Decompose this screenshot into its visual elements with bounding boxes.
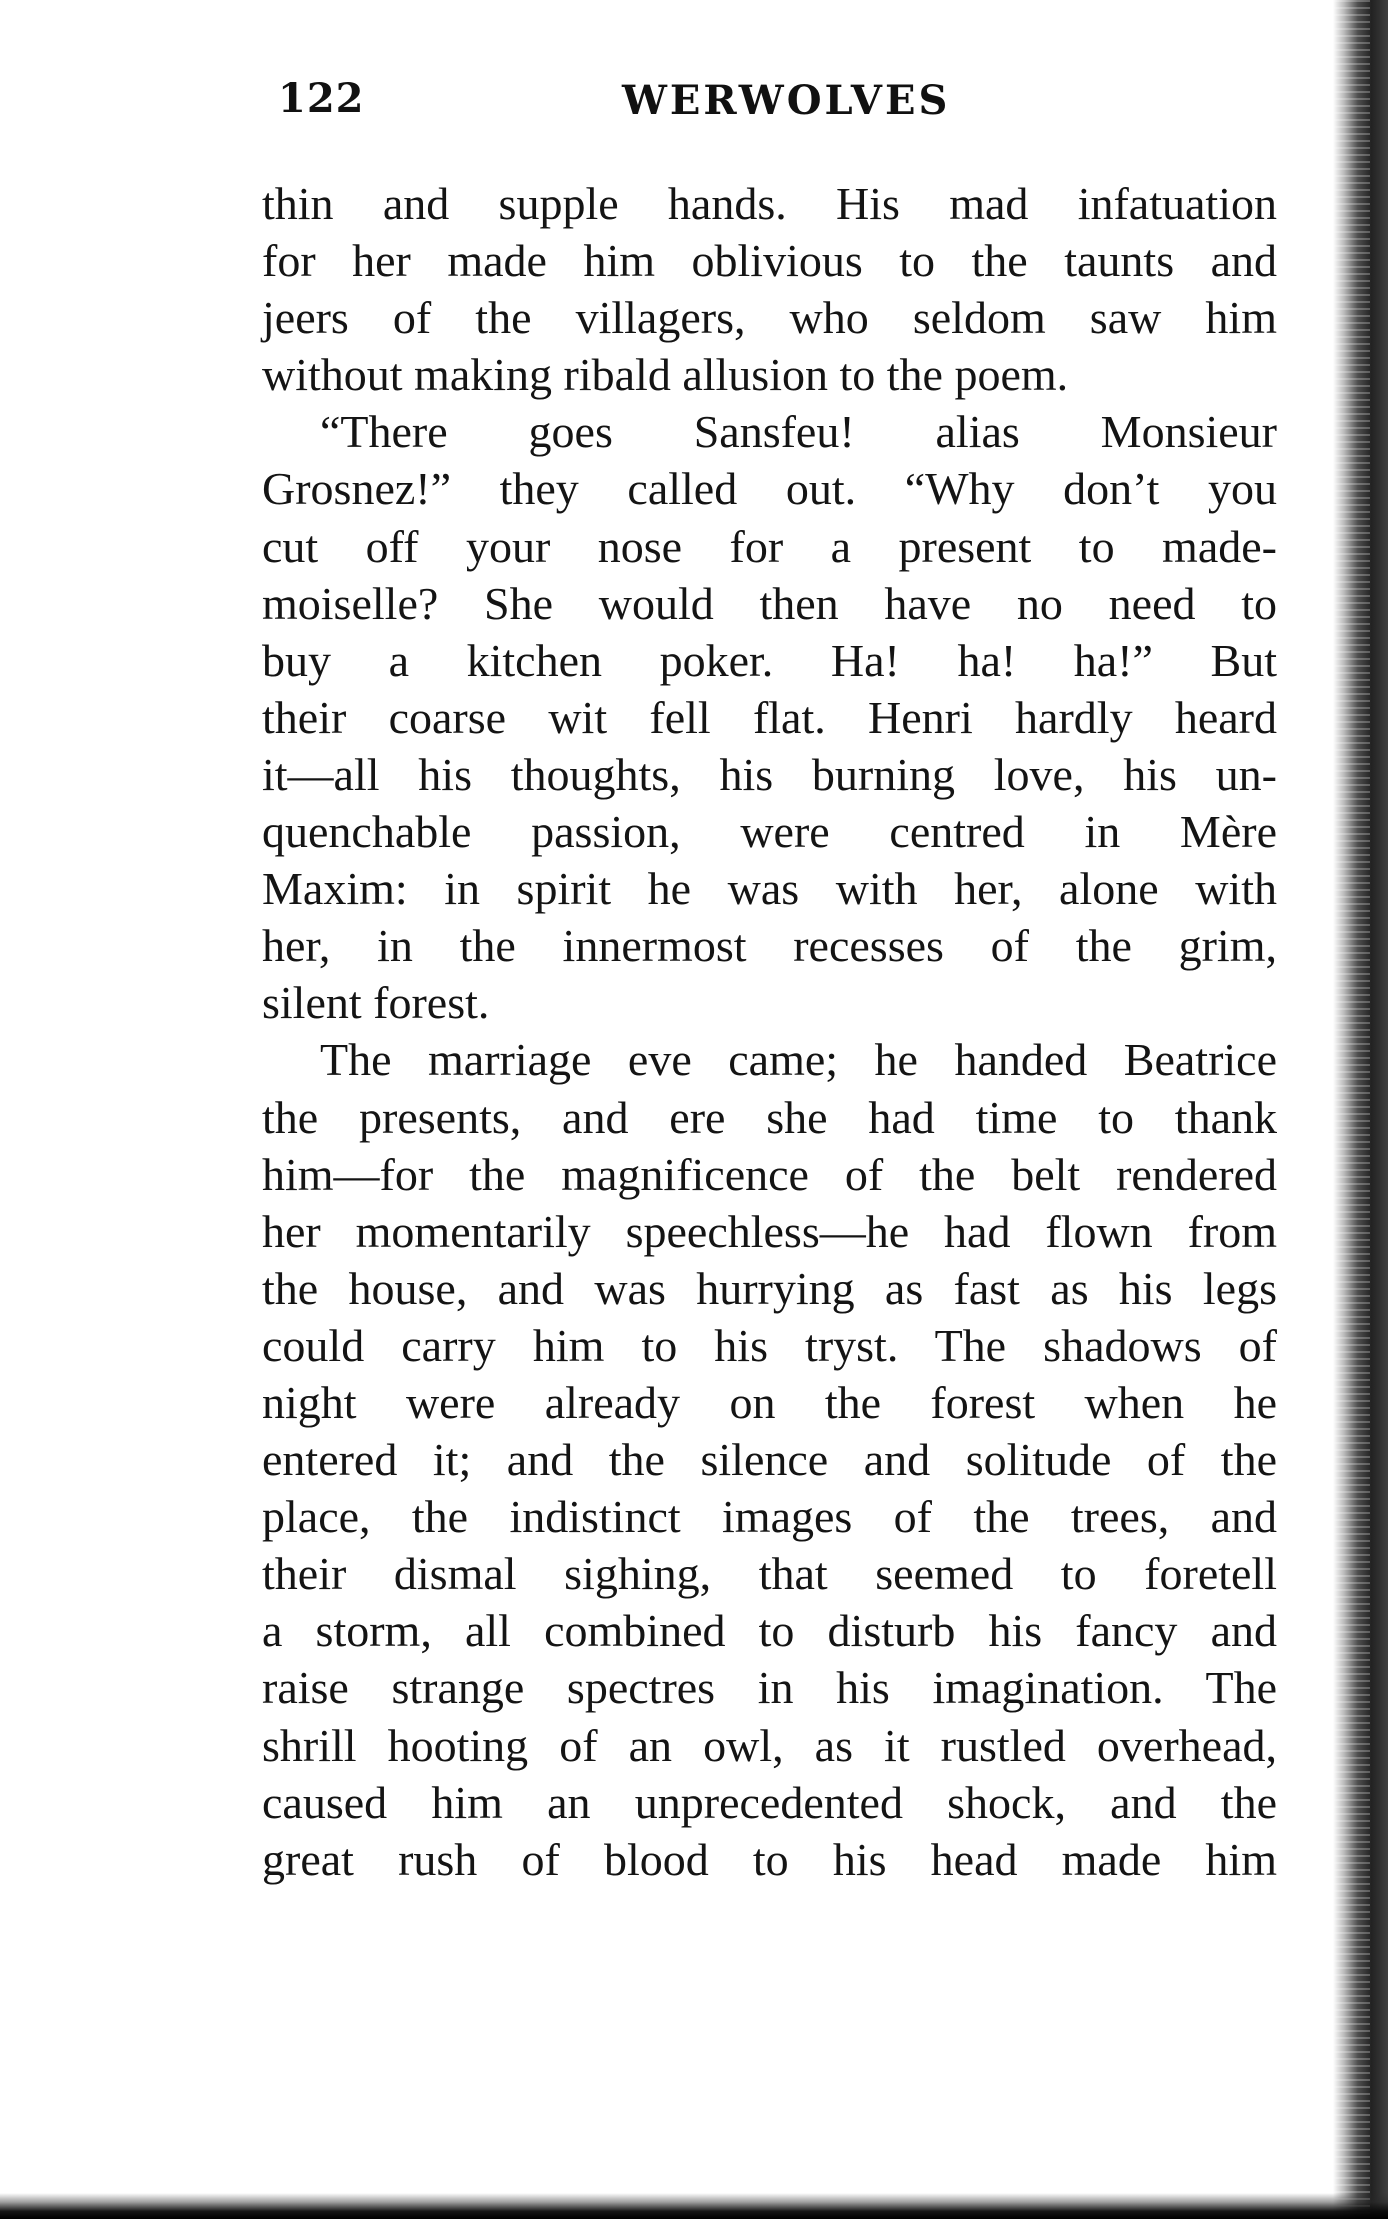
text-line: her momentarily speechless—he had flown from xyxy=(262,1205,1277,1257)
text-line: it—all his thoughts, his burning love, his un- xyxy=(262,748,1277,800)
page-gutter-texture xyxy=(1334,0,1370,2219)
running-title: WERWOLVES xyxy=(622,77,951,124)
text-line: the house, and was hurrying as fast as his legs xyxy=(262,1262,1277,1314)
text-line: him—for the magnificence of the belt rendered xyxy=(262,1148,1277,1200)
body-text xyxy=(262,175,1277,1888)
text-line: quenchable passion, were centred in Mère xyxy=(262,806,1277,858)
running-header xyxy=(0,75,1388,145)
text-line: without making ribald allusion to the poem. xyxy=(262,349,1069,401)
text-line: Maxim: in spirit he was with her, alone with xyxy=(262,863,1277,915)
text-line: could carry him to his tryst. The shadows of xyxy=(262,1319,1277,1371)
text-line: caused him an unprecedented shock, and the xyxy=(262,1776,1277,1828)
text-line: a storm, all combined to disturb his fancy and xyxy=(262,1605,1277,1657)
text-line: her, in the innermost recesses of the grim, xyxy=(262,920,1277,972)
text-line: jeers of the villagers, who seldom saw him xyxy=(262,292,1277,344)
text-line: silent forest. xyxy=(262,977,490,1029)
text-line: “There goes Sansfeu! alias Monsieur xyxy=(320,406,1277,458)
text-line: the presents, and ere she had time to thank xyxy=(262,1091,1277,1143)
text-line: great rush of blood to his head made him xyxy=(262,1833,1277,1885)
text-line: entered it; and the silence and solitude of the xyxy=(262,1434,1277,1486)
text-line: buy a kitchen poker. Ha! ha! ha!” But xyxy=(262,634,1277,686)
text-line: Grosnez!” they called out. “Why don’t you xyxy=(262,463,1277,515)
text-line: moiselle? She would then have no need to xyxy=(262,577,1277,629)
page-bottom-edge xyxy=(0,2193,1388,2219)
text-line: raise strange spectres in his imagination. The xyxy=(262,1662,1277,1714)
text-line: cut off your nose for a present to made- xyxy=(262,520,1277,572)
text-line: place, the indistinct images of the trees, and xyxy=(262,1491,1277,1543)
text-line: night were already on the forest when he xyxy=(262,1376,1277,1428)
text-line: The marriage eve came; he handed Beatrice xyxy=(320,1034,1277,1086)
text-line: their coarse wit fell flat. Henri hardly heard xyxy=(262,691,1277,743)
page-number: 122 xyxy=(278,75,365,122)
text-line: thin and supple hands. His mad infatuation xyxy=(262,178,1277,229)
text-line: shrill hooting of an owl, as it rustled overhead, xyxy=(262,1719,1277,1771)
text-line: their dismal sighing, that seemed to foretell xyxy=(262,1548,1277,1600)
text-line: for her made him oblivious to the taunts and xyxy=(262,235,1277,287)
